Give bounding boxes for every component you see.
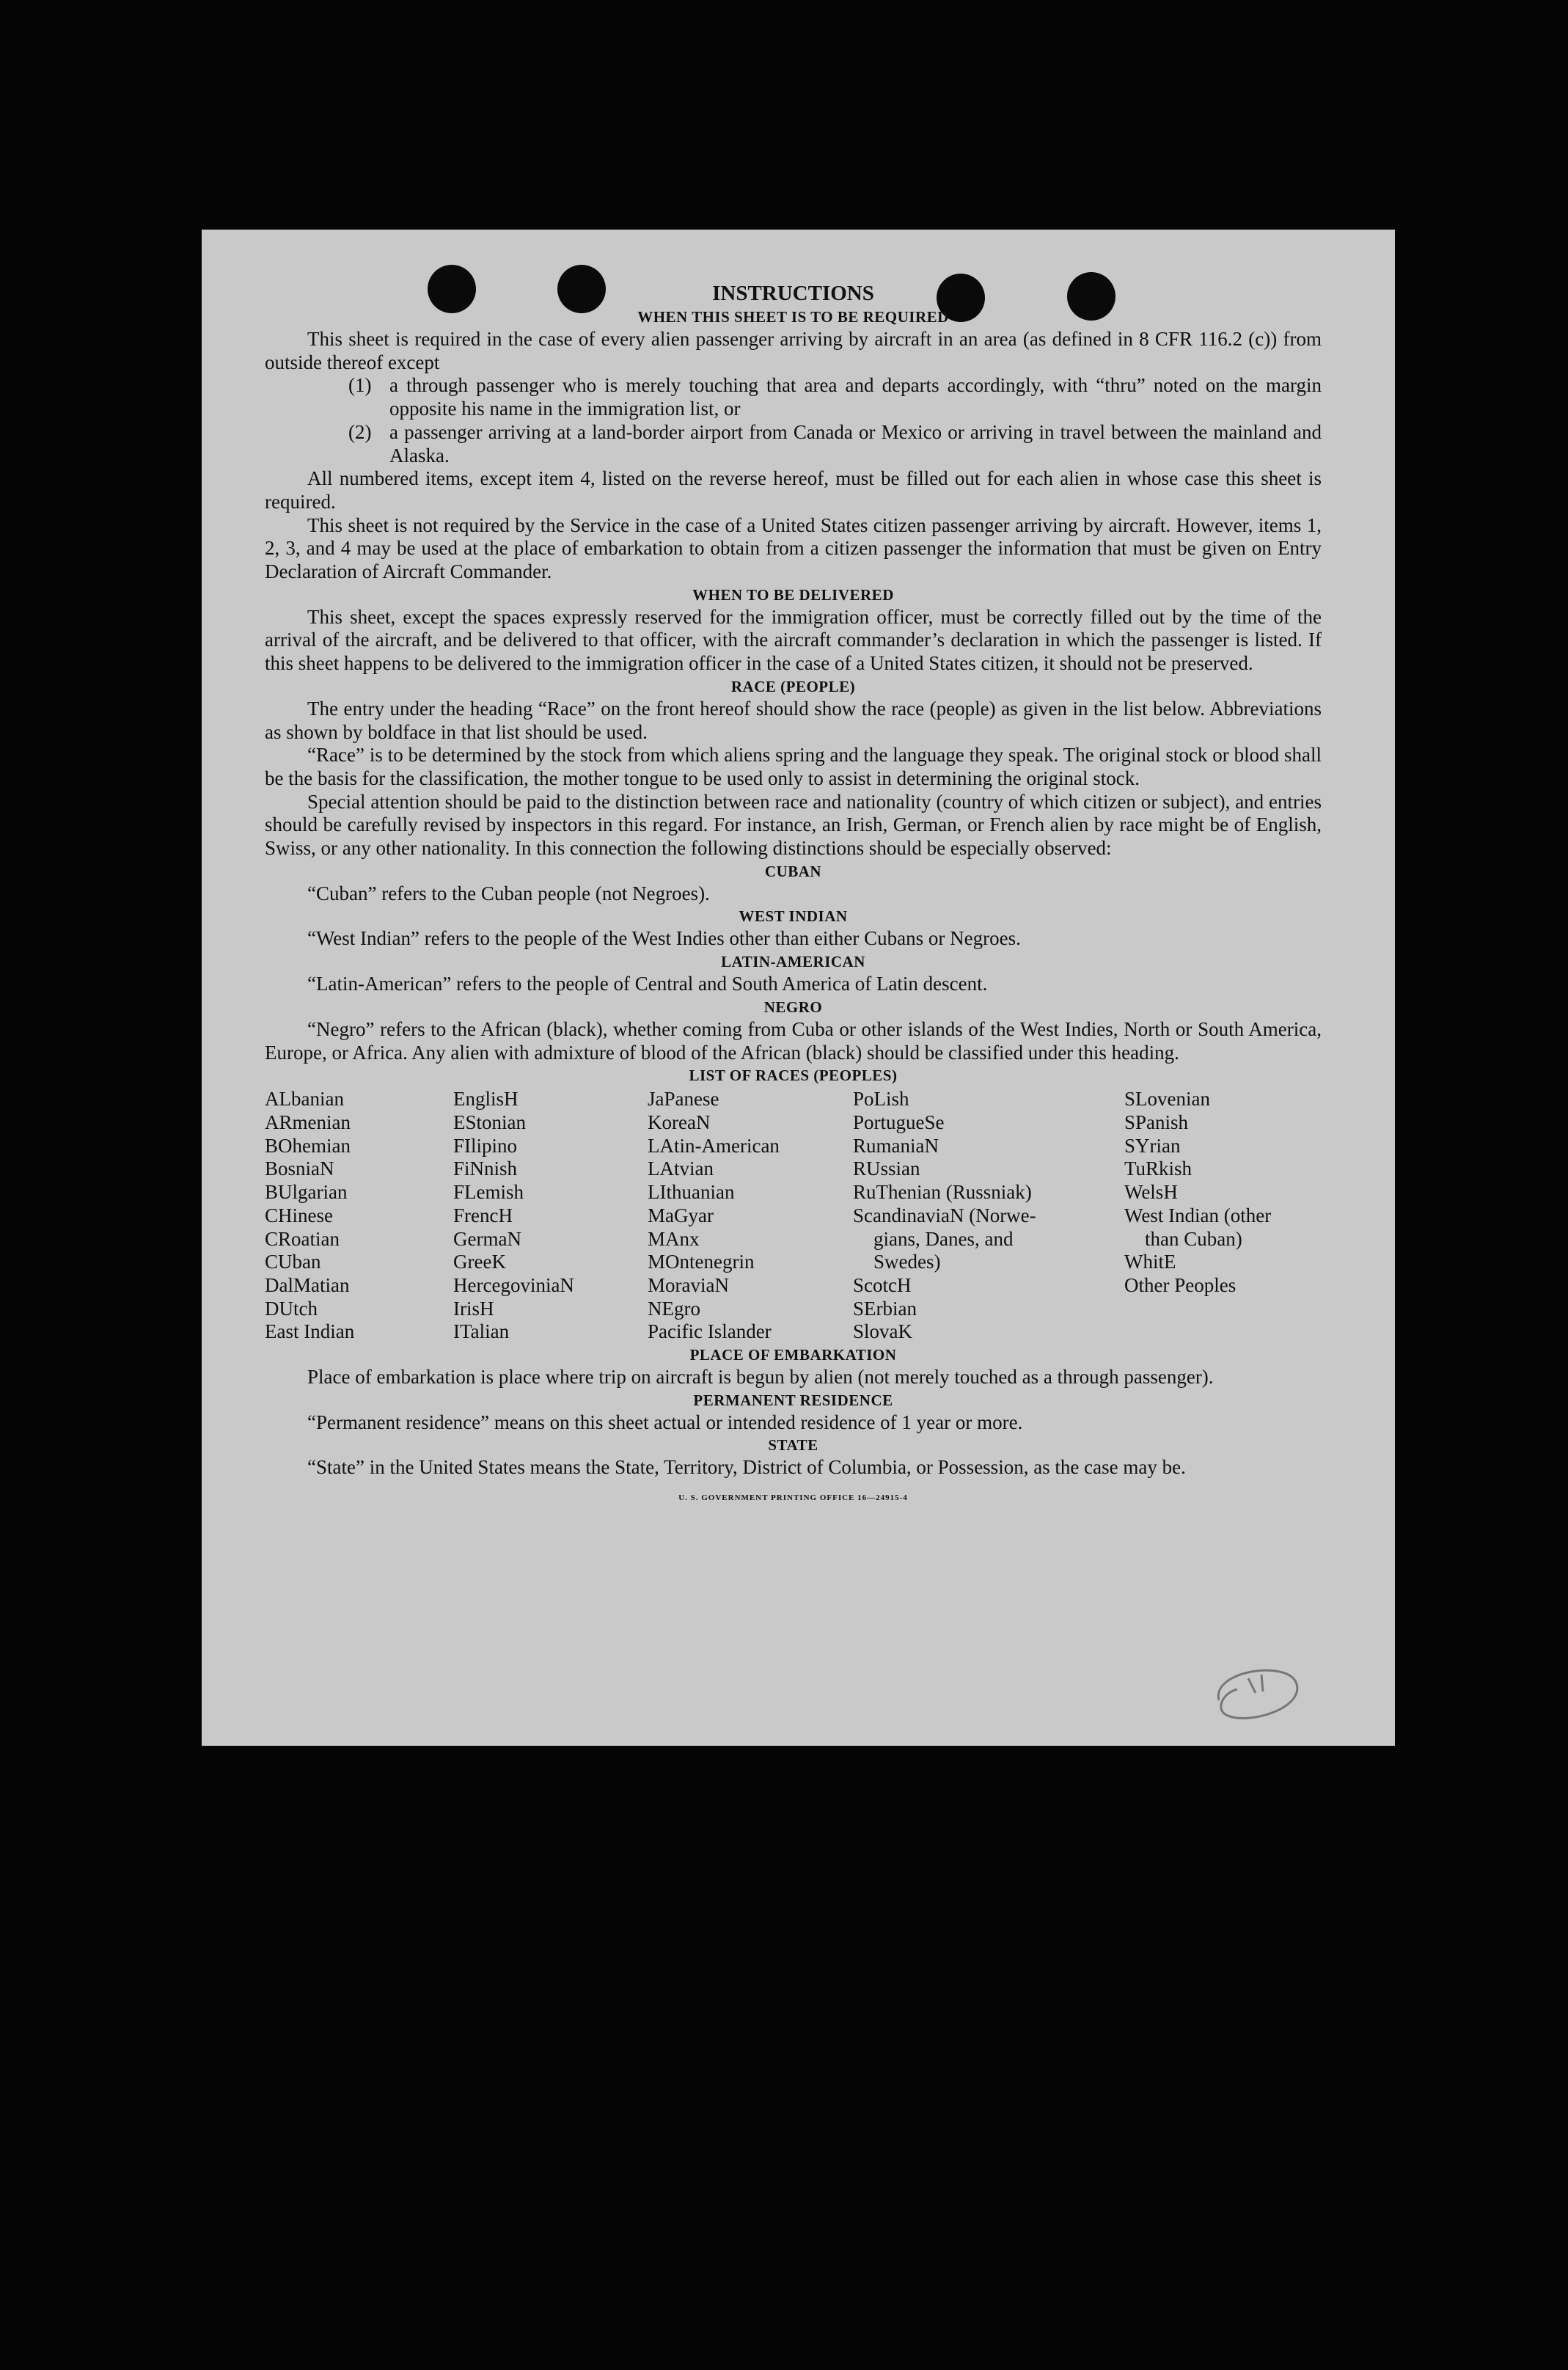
exception-number: (2)	[348, 420, 372, 443]
paragraph-state: “State” in the United States means the State, Territory, District of Columbia, or Possession, as the case may be.	[307, 1456, 1186, 1479]
section-heading-residence: PERMANENT RESIDENCE	[693, 1391, 893, 1409]
race-entry: MOntenegrin	[648, 1251, 755, 1273]
race-entry: FLemish	[453, 1181, 524, 1204]
exception-number: (1)	[348, 374, 372, 397]
paragraph-race-entry: The entry under the heading “Race” on the front hereof should show the race (people) as given in the list below. Abbreviations as shown by boldface in that list should be used.	[265, 697, 1322, 743]
race-column	[648, 1088, 853, 1344]
race-entry: DalMatian	[265, 1273, 350, 1296]
race-entry: NEgro	[648, 1297, 700, 1320]
paragraph-intro: This sheet is required in the case of every alien passenger arriving by aircraft in an area (as defined in 8 CFR 116.2 (c)) from outside thereof except	[265, 328, 1322, 373]
printer-imprint: U. S. GOVERNMENT PRINTING OFFICE 16—24915-4	[678, 1493, 908, 1503]
race-entry: GermaN	[453, 1227, 521, 1250]
race-entry: LAtvian	[648, 1157, 714, 1180]
definition-heading-latin-american: LATIN-AMERICAN	[721, 953, 865, 971]
races-list	[265, 1088, 1322, 1344]
race-column	[265, 1088, 453, 1344]
race-entry: EStonian	[453, 1111, 526, 1133]
race-entry: DUtch	[265, 1297, 318, 1320]
race-entry: WelsH	[1124, 1181, 1178, 1204]
race-entry: PortugueSe	[853, 1111, 945, 1133]
race-entry: LAtin-American	[648, 1134, 780, 1157]
race-entry: KoreaN	[648, 1111, 711, 1133]
exception-text: a through passenger who is merely touching that area and departs accordingly, with “thru” noted on the margin opposite his name in the immigration list, or	[389, 374, 1322, 420]
race-entry: EnglisH	[453, 1088, 519, 1111]
race-entry: WhitE	[1124, 1251, 1176, 1273]
exception-item	[348, 374, 1322, 420]
race-column	[1124, 1088, 1322, 1344]
definition-text-cuban: “Cuban” refers to the Cuban people (not Negroes).	[307, 882, 710, 904]
race-entry: Other Peoples	[1124, 1273, 1237, 1296]
section-heading-state: STATE	[768, 1436, 818, 1455]
exception-item	[348, 421, 1322, 467]
race-entry: SPanish	[1124, 1111, 1189, 1133]
section-heading-list-of-races: LIST OF RACES (PEOPLES)	[689, 1067, 898, 1085]
race-entry: FiNnish	[453, 1157, 518, 1180]
section-heading-when-required: WHEN THIS SHEET IS TO BE REQUIRED	[637, 308, 949, 326]
race-entry: SYrian	[1124, 1134, 1181, 1157]
race-entry: JaPanese	[648, 1088, 719, 1111]
paragraph-embarkation: Place of embarkation is place where trip on aircraft is begun by alien (not merely touched as a through passenger).	[307, 1366, 1214, 1389]
definition-heading-cuban: CUBAN	[764, 862, 822, 880]
definition-heading-negro: NEGRO	[763, 998, 823, 1016]
handwritten-mark	[1204, 1656, 1307, 1730]
race-entry: FrencH	[453, 1204, 513, 1226]
race-entry: CUban	[265, 1251, 321, 1273]
race-column	[853, 1088, 1124, 1344]
race-entry: Pacific Islander	[648, 1320, 772, 1343]
race-entry: than Cuban)	[1145, 1227, 1242, 1250]
paragraph-residence: “Permanent residence” means on this sheet actual or intended residence of 1 year or more.	[307, 1411, 1023, 1433]
race-entry: GreeK	[453, 1251, 506, 1273]
race-entry: SErbian	[853, 1297, 917, 1320]
race-entry: CHinese	[265, 1204, 333, 1226]
race-entry: MAnx	[648, 1227, 700, 1250]
race-entry: HercegoviniaN	[453, 1273, 574, 1296]
race-entry: BOhemian	[265, 1134, 351, 1157]
race-entry: IrisH	[453, 1297, 494, 1320]
instructions-body	[265, 281, 1322, 1510]
race-entry: MaGyar	[648, 1204, 714, 1226]
race-entry: FIlipino	[453, 1134, 518, 1157]
race-entry: BosniaN	[265, 1157, 334, 1180]
race-entry: ARmenian	[265, 1111, 351, 1133]
exception-text: a passenger arriving at a land-border airport from Canada or Mexico or arriving in travel between the mainland and Alaska.	[389, 420, 1322, 467]
instruction-sheet	[202, 230, 1395, 1746]
race-entry: RUssian	[853, 1157, 920, 1180]
race-entry: East Indian	[265, 1320, 355, 1343]
race-entry: BUlgarian	[265, 1181, 348, 1204]
race-entry: PoLish	[853, 1088, 909, 1111]
paragraph-citizen: This sheet is not required by the Service in the case of a United States citizen passenger arriving by aircraft. However, items 1, 2, 3, and 4 may be used at the place of embarkation to obtain from a citizen passenger the information that must be given on Entry Declaration of Aircraft Commander.	[265, 513, 1322, 583]
paragraph-delivery: This sheet, except the spaces expressly reserved for the immigration officer, must be correctly filled out by the time of the arrival of the aircraft, and be delivered to that officer, with the aircraft commander’s declaration in which the passenger is listed. If this sheet happens to be delivered to the immigration officer in the case of a United States citizen, it should not be preserved.	[265, 605, 1322, 675]
definition-text-west-indian: “West Indian” refers to the people of the West Indies other than either Cubans or Negroes.	[307, 927, 1021, 950]
race-entry: MoraviaN	[648, 1273, 729, 1296]
race-column	[453, 1088, 648, 1344]
race-entry: CRoatian	[265, 1227, 340, 1250]
section-heading-embarkation: PLACE OF EMBARKATION	[689, 1346, 897, 1364]
race-entry: RuThenian (Russniak)	[853, 1181, 1032, 1204]
race-entry: ScandinaviaN (Norwe-	[853, 1204, 1036, 1226]
definition-text-latin-american: “Latin-American” refers to the people of Central and South America of Latin descent.	[307, 973, 988, 995]
definition-heading-west-indian: WEST INDIAN	[739, 907, 848, 926]
section-heading-when-delivered: WHEN TO BE DELIVERED	[692, 585, 894, 604]
section-heading-race: RACE (PEOPLE)	[730, 677, 856, 695]
race-entry: SlovaK	[853, 1320, 912, 1343]
race-entry: LIthuanian	[648, 1181, 735, 1204]
race-entry: West Indian (other	[1124, 1204, 1272, 1226]
paragraph-race-stock: “Race” is to be determined by the stock from which aliens spring and the language they speak. The original stock or blood shall be the basis for the classification, the mother tongue to be used only to assist in determining the original stock.	[265, 744, 1322, 789]
race-entry: Swedes)	[873, 1251, 941, 1273]
race-entry: RumaniaN	[853, 1134, 939, 1157]
race-entry: TuRkish	[1124, 1157, 1193, 1180]
race-entry: ScotcH	[853, 1273, 912, 1296]
race-entry: gians, Danes, and	[873, 1227, 1014, 1250]
paragraph-race-nationality: Special attention should be paid to the distinction between race and nationality (country of which citizen or subject), and entries should be carefully revised by inspectors in this regard. For instance, an Irish, German, or French alien by race might be of English, Swiss, or any other nationality. In this connection the following distinctions should be especially observed:	[265, 790, 1322, 860]
race-entry: ITalian	[453, 1320, 510, 1343]
paragraph-numbered-items: All numbered items, except item 4, listed on the reverse hereof, must be filled out for each alien in whose case this sheet is required.	[265, 467, 1322, 513]
definition-text-negro: “Negro” refers to the African (black), whether coming from Cuba or other islands of the West Indies, North or South America, Europe, or Africa. Any alien with admixture of blood of the African (black) should be classified under this heading.	[265, 1017, 1322, 1064]
race-entry: ALbanian	[265, 1088, 344, 1111]
race-entry: SLovenian	[1124, 1088, 1210, 1111]
page-title: INSTRUCTIONS	[712, 282, 874, 305]
